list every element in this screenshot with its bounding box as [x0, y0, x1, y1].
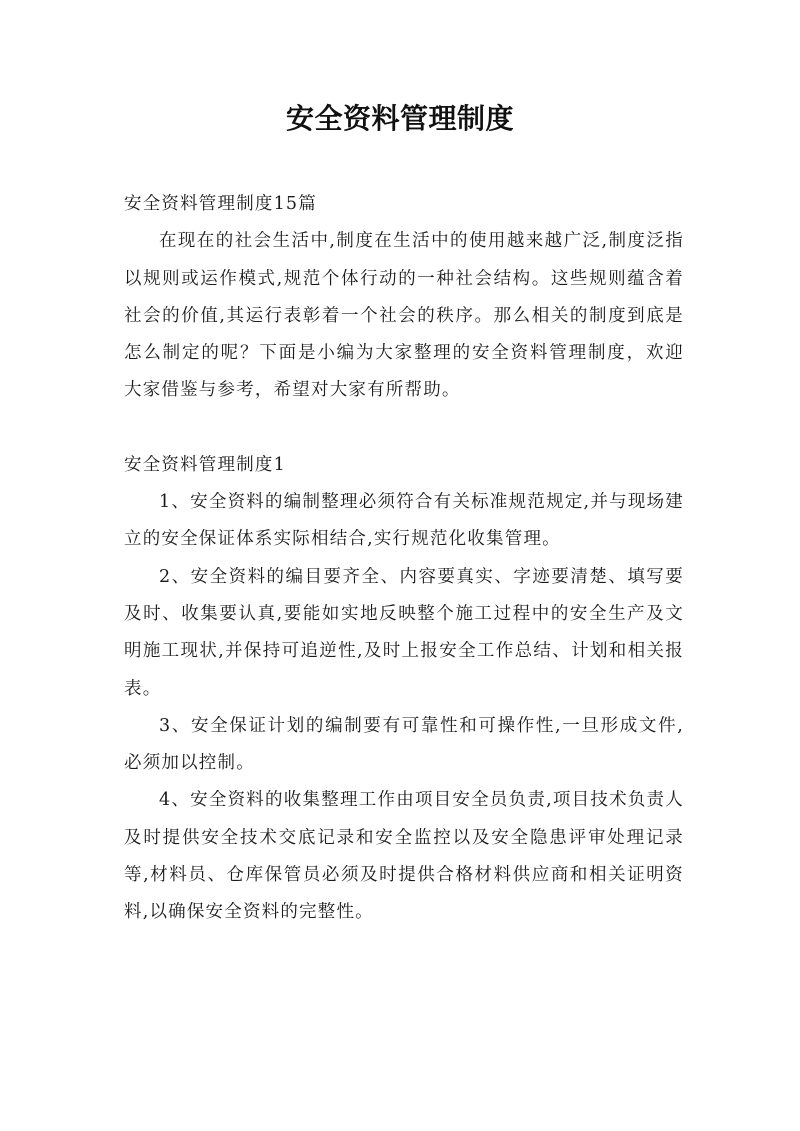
- list-item: 4、安全资料的收集整理工作由项目安全员负责,项目技术负责人及时提供安全技术交底记录和安全监控以及安全隐患评审处理记录等,材料员、仓库保管员必须及时提供合格材料供应商和相关证明资料,以确保安全资料的完整性。: [124, 790, 684, 923]
- document-subtitle: 安全资料管理制度15篇: [124, 194, 317, 214]
- document-title: 安全资料管理制度: [285, 102, 514, 135]
- paragraph-gap: [124, 410, 684, 447]
- section-heading: 安全资料管理制度1: [124, 454, 286, 475]
- list-item: 1、安全资料的编制整理必须符合有关标准规范规定,并与现场建立的安全保证体系实际相结合,实行规范化收集管理。: [124, 492, 684, 550]
- intro-paragraph: 在现在的社会生活中,制度在生活中的使用越来越广泛,制度泛指以规则或运作模式,规范个体行动的一种社会结构。这些规则蕴含着社会的价值,其运行表彰着一个社会的秩序。那么相关的制度到底是怎么制定的呢？下面是小编为大家整理的安全资料管理制度，欢迎大家借鉴与参考，希望对大家有所帮助。: [124, 231, 684, 401]
- list-item: 3、安全保证计划的编制要有可靠性和可操作性,一旦形成文件,必须加以控制。: [124, 715, 684, 774]
- list-item: 2、安全资料的编目要齐全、内容要真实、字迹要清楚、填写要及时、收集要认真,要能如实地反映整个施工过程中的安全生产及文明施工现状,并保持可追逆性,及时上报安全工作总结、计划和相关报表。: [124, 566, 684, 699]
- document-body: [124, 186, 684, 932]
